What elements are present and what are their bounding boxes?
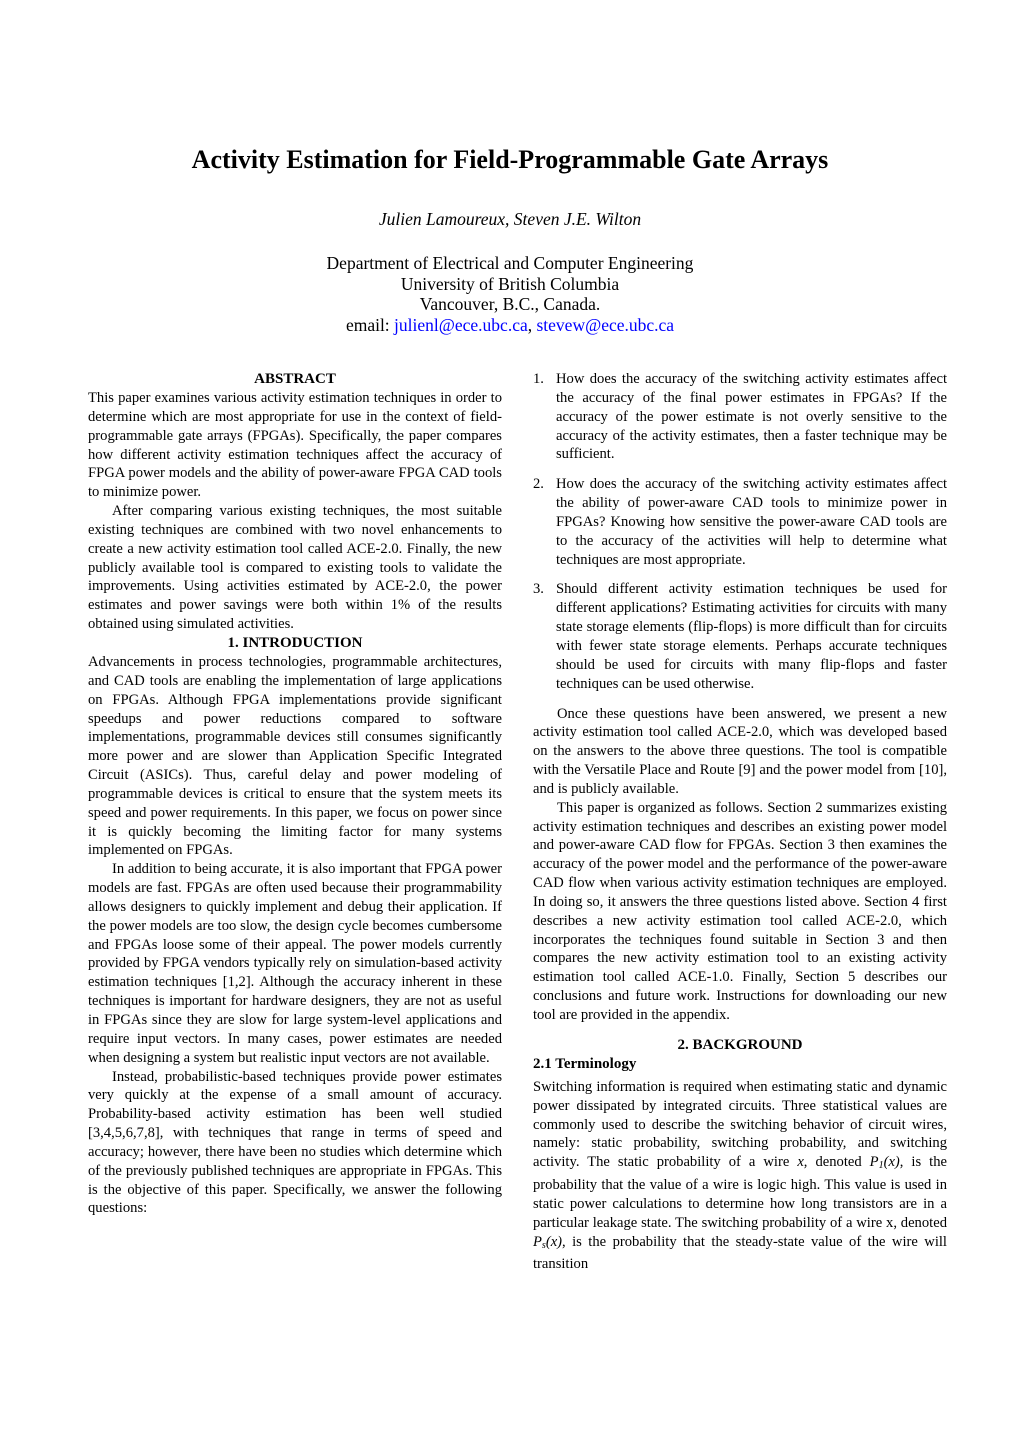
text-run: , is the probability that the value of a wire is logic high. This value is used in static power calculations to determine how long transistors are in a particular leakage state. The switching probability of a wire x, denoted xyxy=(533,1154,947,1231)
subscript: 1 xyxy=(878,1160,884,1172)
intro-paragraph: Advancements in process technologies, programmable architectures, and CAD tools are enabling the implementation of large applications on FPGAs. Although FPGA implementations provide significant speedups and power reductions compared to software implementations, programmable devices still consumes significantly more power and are slower than Application Specific Integrated Circuit (ASICs). Thus, careful delay and power modeling of programmable devices is critical to ensure that the system meets its speed and power requirements. In this paper, we focus on power since it is quickly becoming the limiting factor for many systems implemented on FPGAs. xyxy=(88,653,502,859)
symbol: P xyxy=(869,1154,879,1171)
question-item xyxy=(533,580,947,693)
symbol-arg: (x) xyxy=(545,1233,563,1250)
email-link-julien[interactable]: julienl@ece.ubc.ca xyxy=(394,314,528,335)
question-item xyxy=(533,370,947,464)
question-text: How does the accuracy of the switching activity estimates affect the accuracy of the final power estimates in FPGAs? If the accuracy of the power estimate is not overly sensitive to the accuracy of the activity estimates, then a faster technique may be sufficient. xyxy=(556,371,947,463)
questions-list xyxy=(533,370,947,694)
intro-paragraph: Once these questions have been answered, we present a new activity estimation tool called ACE-2.0, which was developed based on the answers to the above three questions. The tool is compatible with the Versatile Place and Route [9] and the power model from [10], and is publicly available. xyxy=(533,705,947,797)
question-text: How does the accuracy of the switching activity estimates affect the ability of power-aware CAD tools to minimize power in FPGAs? Knowing how sensitive the power-aware CAD tools are to the accuracy of the activities will help to determine what techniques are most appropriate. xyxy=(556,476,947,568)
introduction-heading: 1. INTRODUCTION xyxy=(227,634,363,651)
subscript: s xyxy=(541,1239,546,1251)
email-line xyxy=(0,315,1020,336)
university: University of British Columbia xyxy=(400,273,620,294)
question-item xyxy=(533,475,947,569)
symbol-arg: (x) xyxy=(883,1154,900,1171)
intro-paragraph: Instead, probabilistic-based techniques provide power estimates very quickly at the expense of a small amount of accuracy. Probability-based activity estimation has been well studied [3,4,5,6,7,8], with techniques that range in terms of speed and accuracy; however, there have been no studies which determine which of the previously published techniques are appropriate in FPGAs. This is the objective of this paper. Specifically, we answer the following questions: xyxy=(88,1068,502,1217)
question-number: 3. xyxy=(533,581,544,598)
background-heading: 2. BACKGROUND xyxy=(677,1036,803,1053)
text-run: , denoted xyxy=(803,1154,870,1171)
abstract-paragraph: This paper examines various activity estimation techniques in order to determine which are most appropriate for use in the context of field-programmable gate arrays (FPGAs). Specifically, the paper compares how different activity estimation techniques affect the accuracy of FPGA power models and the ability of power-aware FPGA CAD tools to minimize power. xyxy=(88,390,502,501)
left-column xyxy=(88,370,502,1218)
terminology-subheading: 2.1 Terminology xyxy=(533,1055,637,1072)
location: Vancouver, B.C., Canada. xyxy=(419,294,601,314)
question-text: Should different activity estimation techniques be used for different applications? Estimating activities for circuits with many state storage elements (flip-flops) is more difficult than for circuits with fewer state storage elements. Perhaps accurate techniques should be used for circuits with many flip-flops and faster techniques can be used otherwise. xyxy=(556,581,947,692)
symbol: P xyxy=(533,1233,542,1250)
department: Department of Electrical and Computer Engineering xyxy=(326,253,694,273)
text-run: Switching information is required when estimating static and dynamic power dissipated by integrated circuits. Three statistical values are commonly used to describe the switching behavior of circuit wires, namely: static probability, switching probability, and switching activity. The static probability of a wire xyxy=(533,1078,947,1171)
abstract-paragraph: After comparing various existing techniques, the most suitable existing techniques are combined with two novel enhancements to create a new activity estimation tool called ACE-2.0. Finally, the new publicly available tool is compared to existing tools to validate the improvements. Using activities estimated by ACE-2.0, the power estimates and power savings were both within 1% of the results obtained using simulated activities. xyxy=(88,503,502,633)
variable-x: x xyxy=(797,1154,804,1171)
email-separator: , xyxy=(527,314,537,335)
spacer xyxy=(533,1025,947,1036)
abstract-heading: ABSTRACT xyxy=(254,371,336,387)
email-link-steven[interactable]: stevew@ece.ubc.ca xyxy=(536,314,675,335)
question-number: 1. xyxy=(533,371,544,387)
static-probability-symbol xyxy=(870,1154,900,1170)
affiliation xyxy=(0,253,1020,335)
authors: Julien Lamoureux, Steven J.E. Wilton xyxy=(378,209,642,229)
question-number: 2. xyxy=(533,476,544,493)
intro-paragraph: This paper is organized as follows. Section 2 summarizes existing activity estimation techniques and describes an existing power model and power-aware CAD flow for FPGAs. Section 3 then examines the accuracy of the power model and the performance of the power-aware CAD flow when various activity estimation techniques are employed. In doing so, it answers the three questions listed above. Section 4 first describes a new activity estimation tool called ACE-2.0, which incorporates the techniques found suitable in Section 3 and then compares the new activity estimation tool to an existing activity estimation tool called ACE-1.0. Finally, Section 5 describes our conclusions and future work. Instructions for downloading our new tool are provided in the appendix. xyxy=(533,799,947,1023)
email-label: email: xyxy=(345,314,395,335)
text-run: , is the probability that the steady-state value of the wire will transition xyxy=(533,1233,947,1273)
intro-paragraph: In addition to being accurate, it is also important that FPGA power models are fast. FPGAs are often used because their programmability allows designers to quickly implement and debug their application. If the power models are too slow, the design cycle becomes cumbersome and FPGAs loose some of their appeal. The power models currently provided by FPGA vendors typically rely on simulation-based activity estimation techniques [1,2]. Although the accuracy inherent in these techniques is important for hardware designers, they are not as useful in FPGAs since they are slow for large system-level applications and require input vectors. In many cases, power estimates are needed when designing a system but realistic input vectors are not available. xyxy=(88,861,502,1066)
paper-title: Activity Estimation for Field-Programmable Gate Arrays xyxy=(191,145,829,174)
switching-probability-symbol xyxy=(533,1234,562,1250)
background-paragraph xyxy=(533,1078,947,1274)
right-column xyxy=(533,370,947,1274)
